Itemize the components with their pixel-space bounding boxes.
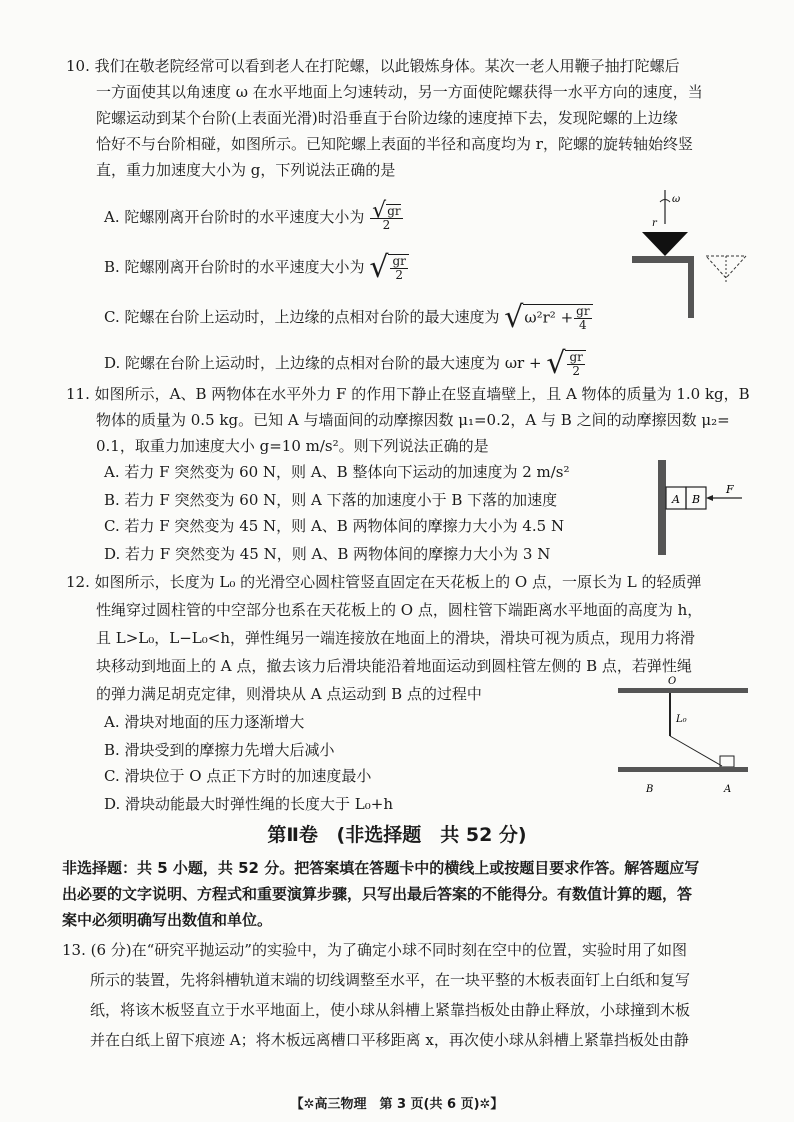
q10-a-den: 2 xyxy=(382,218,391,232)
q10-c-den: 4 xyxy=(579,318,587,332)
q12-ceiling xyxy=(618,688,748,693)
q11-arrow-head xyxy=(706,495,713,501)
q11-line-2: 物体的质量为 0.5 kg。已知 A 与墙面间的动摩擦因数 μ₁=0.2，A 与 B 之间的动摩擦因数 μ₂= xyxy=(96,411,730,429)
q12-line-2: 性绳穿过圆柱管的中空部分也系在天花板上的 O 点，圆柱管下端距离水平地面的高度为 h， xyxy=(96,601,703,619)
q12-line-5: 的弹力满足胡克定律，则滑块从 A 点运动到 B 点的过程中 xyxy=(96,685,482,703)
q13-line-4: 并在白纸上留下痕迹 A；将木板远离槽口平移距离 x，再次使小球从斜槽上紧靠挡板处由静 xyxy=(90,1031,689,1049)
q10-omega-label: ω xyxy=(672,194,681,205)
q10-option-c xyxy=(104,300,593,335)
q10-line-3: 陀螺运动到某个台阶(上表面光滑)时沿垂直于台阶边缘的速度掉下去，发现陀螺的上边缘 xyxy=(96,109,678,127)
q11-option-b: B. 若力 F 突然变为 60 N，则 A 下落的加速度小于 B 下落的加速度 xyxy=(104,491,558,509)
q10-option-a-formula: $\frac{√gr}{2}$ xyxy=(372,198,401,232)
q10-option-b xyxy=(104,250,409,285)
section-title-sub: (非选择题 共 52 分) xyxy=(336,824,527,846)
section-title xyxy=(0,820,794,847)
q12-line-1: 12. 如图所示，长度为 L₀ 的光滑空心圆柱管竖直固定在天花板上的 O 点，一原长为 L 的轻质弹 xyxy=(66,573,702,591)
q11-wall xyxy=(658,460,666,555)
q12-option-d: D. 滑块动能最大时弹性绳的长度大于 L₀+h xyxy=(104,795,394,813)
q12-label-b: B xyxy=(646,784,654,795)
q11-label-a: A xyxy=(672,493,680,506)
q12-figure xyxy=(610,674,760,798)
q10-option-d-text: D. 陀螺在台阶上运动时，上边缘的点相对台阶的最大速度为 xyxy=(104,354,501,372)
q10-option-a-text: A. 陀螺刚离开台阶时的水平速度大小为 xyxy=(104,208,365,226)
section-title-main: 第Ⅱ卷 xyxy=(267,824,318,846)
q11-option-c: C. 若力 F 突然变为 45 N，则 A、B 两物体间的摩擦力大小为 4.5 N xyxy=(104,517,565,535)
q10-figure xyxy=(620,188,760,318)
q12-option-c: C. 滑块位于 O 点正下方时的加速度最小 xyxy=(104,767,372,785)
q10-step-surface xyxy=(632,256,694,263)
q10-line-4: 恰好不与台阶相碰，如图所示。已知陀螺上表面的半径和高度均为 r，陀螺的旋转轴始终竖 xyxy=(96,135,693,153)
q10-r-label: r xyxy=(652,218,657,229)
q10-b-den: 2 xyxy=(395,268,403,282)
q11-option-a: A. 若力 F 突然变为 60 N，则 A、B 整体向下运动的加速度为 2 m/s² xyxy=(104,463,570,481)
q12-line-3: 且 L>L₀，L−L₀<h，弹性绳另一端连接放在地面上的滑块，滑块可视为质点，现用力将滑 xyxy=(96,629,696,647)
q10-top-dashed xyxy=(706,256,746,278)
q10-option-a xyxy=(104,198,404,232)
q12-elastic-cord xyxy=(670,736,722,766)
q10-b-num: gr xyxy=(392,254,406,268)
q10-c-term: ω²r² + xyxy=(524,308,574,327)
q10-option-b-formula: √ $\frac{gr}{2}$ xyxy=(369,254,409,282)
q11-figure xyxy=(650,460,750,555)
q12-label-a: A xyxy=(724,784,732,795)
instructions-line-1: 非选择题：共 5 小题，共 52 分。把答案填在答题卡中的横线上或按题目要求作答。解答题应写 xyxy=(62,859,700,877)
q10-line-1: 10. 我们在敬老院经常可以看到老人在打陀螺，以此锻炼身体。某次一老人用鞭子抽打陀螺后 xyxy=(66,57,680,75)
instructions-line-3: 案中必须明确写出数值和单位。 xyxy=(62,911,273,929)
page-footer: 【✲高三物理 第 3 页(共 6 页)✲】 xyxy=(290,1097,504,1112)
q13-line-1: 13. (6 分)在“研究平抛运动”的实验中，为了确定小球不同时刻在空中的位置，实验时用了如图 xyxy=(62,941,687,959)
q10-a-num: gr xyxy=(387,204,401,218)
q10-d-num: gr xyxy=(569,350,583,364)
q13-line-3: 纸，将该木板竖直立于水平地面上，使小球从斜槽上紧靠挡板处由静止释放，小球撞到木板 xyxy=(90,1001,691,1019)
q11-label-b: B xyxy=(692,493,701,506)
q10-option-c-formula: √ω²r² + $\frac{gr}{4}$ xyxy=(504,304,592,332)
q10-option-d xyxy=(104,346,586,381)
q11-line-1: 11. 如图所示，A、B 两物体在水平外力 F 的作用下静止在竖直墙壁上，且 A 物体的质量为 1.0 kg，B xyxy=(66,385,750,403)
q10-d-term: ωr + xyxy=(504,354,542,372)
q10-option-b-text: B. 陀螺刚离开台阶时的水平速度大小为 xyxy=(104,258,365,276)
q12-slider xyxy=(720,756,734,767)
q12-label-l0: L₀ xyxy=(676,714,687,725)
q12-label-o: O xyxy=(668,676,677,687)
q10-d-den: 2 xyxy=(572,364,580,378)
q12-option-b: B. 滑块受到的摩擦力先增大后减小 xyxy=(104,741,335,759)
q10-c-num: gr xyxy=(576,304,590,318)
q10-step-wall xyxy=(688,256,694,318)
q12-option-a: A. 滑块对地面的压力逐渐增大 xyxy=(104,713,305,731)
q12-ground xyxy=(618,767,748,772)
q11-line-3: 0.1，取重力加速度大小 g=10 m/s²。则下列说法正确的是 xyxy=(96,437,489,455)
q10-line-5: 直，重力加速度大小为 g，下列说法正确的是 xyxy=(96,161,396,179)
q13-line-2: 所示的装置，先将斜槽轨道末端的切线调整至水平，在一块平整的木板表面钉上白纸和复写 xyxy=(90,971,691,989)
q11-label-f: F xyxy=(726,483,734,496)
q12-line-4: 块移动到地面上的 A 点，撤去该力后滑块能沿着地面运动到圆柱管左侧的 B 点，若弹性绳 xyxy=(96,657,692,675)
q11-option-d: D. 若力 F 突然变为 45 N，则 A、B 两物体间的摩擦力大小为 3 N xyxy=(104,545,551,563)
q10-option-c-text: C. 陀螺在台阶上运动时，上边缘的点相对台阶的最大速度为 xyxy=(104,308,500,326)
q10-option-d-formula: √ $\frac{gr}{2}$ xyxy=(546,350,586,378)
q10-line-2: 一方面使其以角速度 ω 在水平地面上匀速转动，另一方面使陀螺获得一水平方向的速度，当 xyxy=(96,83,703,101)
instructions-line-2: 出必要的文字说明、方程式和重要演算步骤，只写出最后答案的不能得分。有数值计算的题，答 xyxy=(62,885,693,903)
q10-top-solid xyxy=(642,232,688,256)
